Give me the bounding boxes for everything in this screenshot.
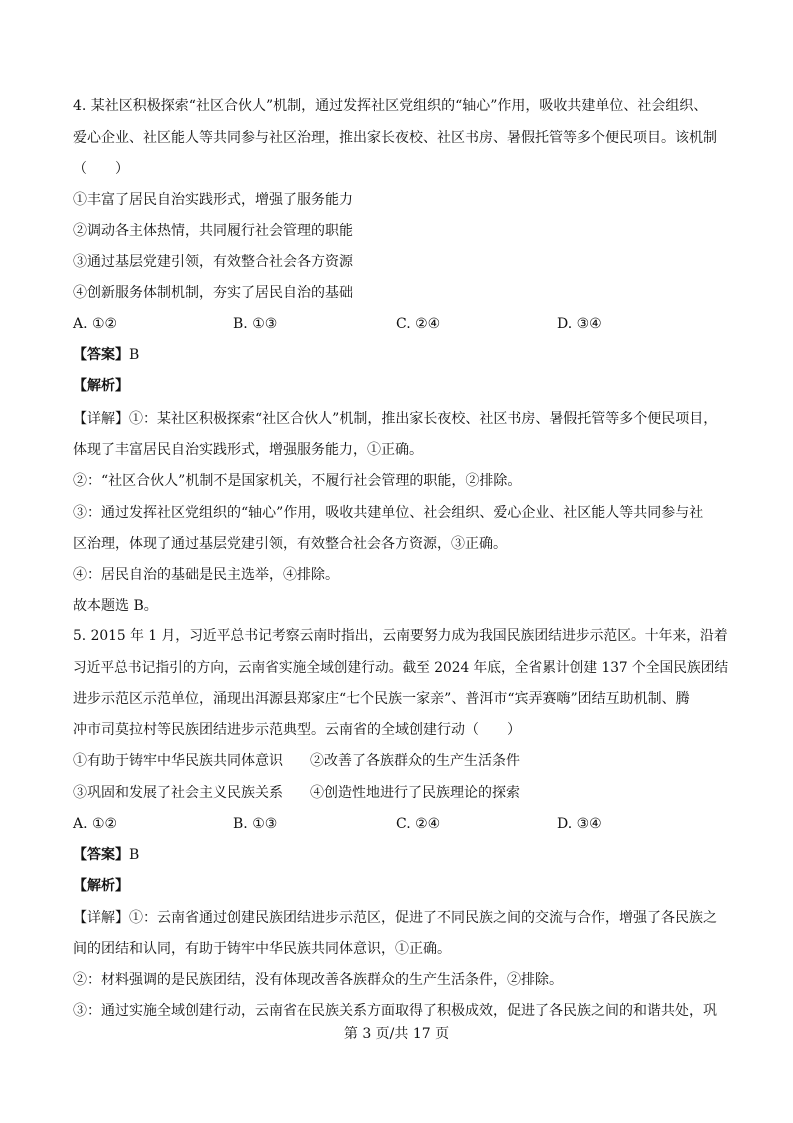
- q4-option-d: D. ③④: [557, 316, 602, 332]
- q5-answer: [73, 845, 139, 865]
- q5-option-a: A. ①②: [73, 816, 118, 832]
- q5-item-1: ①有助于铸牢中华民族共同体意识: [73, 753, 283, 769]
- q4-stem-line-3: （ ）: [73, 161, 129, 177]
- q5-analysis-label: 【解析】: [73, 878, 129, 894]
- q5-item-3: ③巩固和发展了社会主义民族关系: [73, 785, 283, 801]
- q5-stem-line-4: 冲市司莫拉村等民族团结进步示范典型。云南省的全域创建行动（ ）: [73, 722, 521, 738]
- q4-detail-line-6: ④：居民自治的基础是民主选举，④排除。: [73, 567, 339, 583]
- q5-option-d: D. ③④: [557, 816, 602, 832]
- q4-answer-value: B: [129, 347, 140, 363]
- q5-stem-line-2: 习近平总书记指引的方向，云南省实施全域创建行动。截至 2024 年底，全省累计创建 137 个全国民族团结: [73, 660, 729, 676]
- q5-stem-line-1: 5. 2015 年 1 月，习近平总书记考察云南时指出，云南要努力成为我国民族团结进步示范区。十年来，沿着: [73, 628, 728, 644]
- q4-item-2: ②调动各主体热情，共同履行社会管理的职能: [73, 223, 353, 239]
- q4-item-1: ①丰富了居民自治实践形式，增强了服务能力: [73, 192, 353, 208]
- q5-option-c: C. ②④: [396, 816, 441, 832]
- q4-stem-line-1: 4. 某社区积极探索“社区合伙人”机制，通过发挥社区党组织的“轴心”作用，吸收共建单位、社会组织、: [73, 98, 708, 114]
- q5-answer-value: B: [129, 847, 140, 863]
- q4-option-b: B. ①③: [233, 316, 278, 332]
- q4-stem-line-2: 爱心企业、社区能人等共同参与社区治理，推出家长夜校、社区书房、暑假托管等多个便民项目。该机制: [73, 130, 717, 146]
- q4-item-3: ③通过基层党建引领，有效整合社会各方资源: [73, 254, 353, 270]
- q4-conclusion: 故本题选 B。: [73, 598, 158, 614]
- q5-detail-line-2: 间的团结和认同，有助于铸牢中华民族共同体意识，①正确。: [73, 941, 451, 957]
- q5-stem-line-3: 进步示范区示范单位，涌现出洱源县郑家庄“七个民族一家亲”、普洱市“宾弄赛嗨”团结互助机制、腾: [73, 691, 690, 707]
- q4-detail-line-1: 【详解】①：某社区积极探索“社区合伙人”机制，推出家长夜校、社区书房、暑假托管等多个便民项目，: [73, 411, 718, 427]
- q5-answer-label: 【答案】: [73, 847, 129, 863]
- q5-detail-line-3: ②：材料强调的是民族团结，没有体现改善各族群众的生产生活条件，②排除。: [73, 972, 563, 988]
- q4-detail-line-2: 体现了丰富居民自治实践形式，增强服务能力，①正确。: [73, 442, 423, 458]
- q5-detail-line-4: ③：通过实施全域创建行动，云南省在民族关系方面取得了积极成效，促进了各民族之间的和谐共处，巩: [73, 1003, 717, 1019]
- q4-detail-line-4: ③：通过发挥社区党组织的“轴心”作用，吸收共建单位、社会组织、爱心企业、社区能人等共同参与社: [73, 505, 704, 521]
- page-footer: 第 3 页/共 17 页: [343, 1026, 450, 1042]
- q4-answer-label: 【答案】: [73, 347, 129, 363]
- q4-option-c: C. ②④: [396, 316, 441, 332]
- q5-item-2: ②改善了各族群众的生产生活条件: [310, 753, 520, 769]
- q4-analysis-label: 【解析】: [73, 378, 129, 394]
- q4-detail-line-5: 区治理，体现了通过基层党建引领，有效整合社会各方资源，③正确。: [73, 536, 507, 552]
- q5-detail-line-1: 【详解】①：云南省通过创建民族团结进步示范区，促进了不同民族之间的交流与合作，增强了各民族之: [73, 910, 717, 926]
- q5-item-4: ④创造性地进行了民族理论的探索: [310, 785, 520, 801]
- q4-answer: [73, 345, 139, 365]
- q4-detail-line-3: ②：“社区合伙人”机制不是国家机关，不履行社会管理的职能，②排除。: [73, 473, 522, 489]
- q4-item-4: ④创新服务体制机制，夯实了居民自治的基础: [73, 285, 353, 301]
- q4-option-a: A. ①②: [73, 316, 118, 332]
- q5-option-b: B. ①③: [233, 816, 278, 832]
